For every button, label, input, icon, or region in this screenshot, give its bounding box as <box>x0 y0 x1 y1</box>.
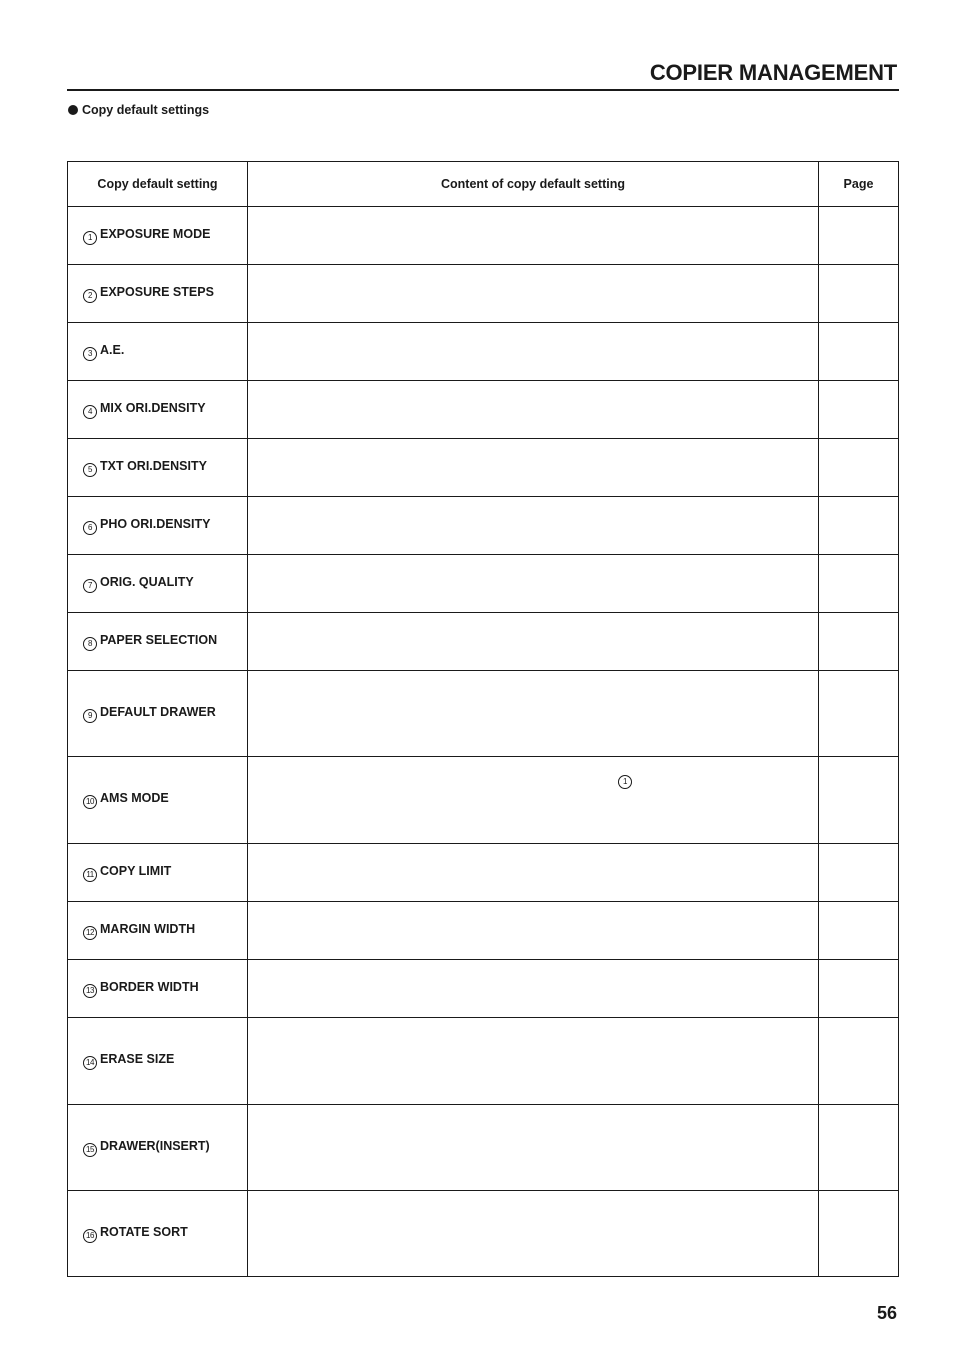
page-cell <box>819 1105 899 1191</box>
header-rule <box>67 89 899 91</box>
page-cell <box>819 207 899 265</box>
setting-name-cell <box>68 613 248 671</box>
setting-content-cell <box>248 381 819 439</box>
setting-name-cell <box>68 1191 248 1277</box>
setting-content-cell <box>248 439 819 497</box>
page-cell <box>819 323 899 381</box>
table-row <box>68 671 899 757</box>
circled-number-icon: 1 <box>83 231 97 245</box>
setting-name-cell <box>68 1105 248 1191</box>
table-row <box>68 207 899 265</box>
setting-name-cell <box>68 265 248 323</box>
bullet-icon <box>68 105 78 115</box>
setting-content-cell <box>248 207 819 265</box>
setting-name-cell <box>68 207 248 265</box>
setting-content-cell <box>248 1105 819 1191</box>
circled-number-icon: 2 <box>83 289 97 303</box>
circled-number-icon: 11 <box>83 868 97 882</box>
page-number: 56 <box>876 1303 897 1323</box>
setting-name-cell <box>68 439 248 497</box>
setting-name-cell <box>68 555 248 613</box>
circled-number-icon: 16 <box>83 1229 97 1243</box>
setting-name: AMS MODE <box>100 791 169 805</box>
setting-name-cell <box>68 960 248 1018</box>
setting-content-cell <box>248 265 819 323</box>
circled-number-icon: 9 <box>83 709 97 723</box>
setting-name: DRAWER(INSERT) <box>100 1138 210 1153</box>
column-header-content: Content of copy default setting <box>248 162 819 207</box>
setting-content-cell <box>248 1191 819 1277</box>
setting-name-cell <box>68 381 248 439</box>
section-heading-label: Copy default settings <box>82 103 210 117</box>
table-row <box>68 497 899 555</box>
page-cell <box>819 1191 899 1277</box>
setting-name: COPY LIMIT <box>100 863 172 878</box>
setting-name: MIX ORI.DENSITY <box>100 400 206 415</box>
setting-content-cell <box>248 497 819 555</box>
setting-content-cell <box>248 902 819 960</box>
page-cell <box>819 613 899 671</box>
table-row <box>68 323 899 381</box>
setting-name-cell <box>68 902 248 960</box>
setting-name: ROTATE SORT <box>100 1224 188 1239</box>
column-header-setting: Copy default setting <box>68 162 248 207</box>
table-row <box>68 757 899 844</box>
page-cell <box>819 265 899 323</box>
setting-name: EXPOSURE STEPS <box>100 284 214 299</box>
page-cell <box>819 439 899 497</box>
table-row <box>68 439 899 497</box>
section-heading <box>68 103 209 117</box>
setting-name: MARGIN WIDTH <box>100 921 196 936</box>
table-row <box>68 960 899 1018</box>
setting-name: ORIG. QUALITY <box>100 574 194 589</box>
setting-content-cell <box>248 1018 819 1105</box>
table-row <box>68 1018 899 1105</box>
table-row <box>68 265 899 323</box>
setting-content-cell <box>248 555 819 613</box>
page-cell <box>819 555 899 613</box>
settings-table <box>67 161 899 1277</box>
setting-name: BORDER WIDTH <box>100 979 199 994</box>
circled-number-icon: 14 <box>83 1056 97 1070</box>
column-header-page: Page <box>819 162 899 207</box>
setting-name-cell <box>68 1018 248 1105</box>
table-row <box>68 844 899 902</box>
setting-name: EXPOSURE MODE <box>100 226 211 241</box>
setting-name-cell <box>68 844 248 902</box>
circled-number-icon: 5 <box>83 463 97 477</box>
circled-number-icon: 13 <box>83 984 97 998</box>
table-row <box>68 1191 899 1277</box>
circled-number-icon: 1 <box>618 775 632 789</box>
page-cell <box>819 902 899 960</box>
table-row <box>68 902 899 960</box>
setting-name: ERASE SIZE <box>100 1052 175 1066</box>
circled-number-icon: 15 <box>83 1143 97 1157</box>
setting-content-cell <box>248 323 819 381</box>
table-row <box>68 555 899 613</box>
table-row <box>68 1105 899 1191</box>
table-header-row <box>68 162 899 207</box>
setting-name-cell <box>68 757 248 844</box>
page-cell <box>819 671 899 757</box>
page-cell <box>819 757 899 844</box>
page-title: COPIER MANAGEMENT <box>649 60 897 85</box>
setting-content-cell <box>248 960 819 1018</box>
setting-name: A.E. <box>100 342 125 357</box>
circled-number-icon: 3 <box>83 347 97 361</box>
table-row <box>68 613 899 671</box>
page-cell <box>819 497 899 555</box>
table-row <box>68 381 899 439</box>
circled-number-icon: 7 <box>83 579 97 593</box>
circled-number-icon: 12 <box>83 926 97 940</box>
page-cell <box>819 960 899 1018</box>
circled-number-icon: 8 <box>83 637 97 651</box>
setting-name-cell <box>68 323 248 381</box>
page-cell <box>819 844 899 902</box>
setting-name: TXT ORI.DENSITY <box>100 458 207 473</box>
setting-content-cell <box>248 613 819 671</box>
circled-number-icon: 10 <box>83 795 97 809</box>
setting-content-cell <box>248 757 819 844</box>
setting-name-cell <box>68 497 248 555</box>
page-cell <box>819 381 899 439</box>
setting-name: DEFAULT DRAWER <box>100 704 216 719</box>
circled-number-icon: 6 <box>83 521 97 535</box>
setting-name-cell <box>68 671 248 757</box>
circled-number-icon: 4 <box>83 405 97 419</box>
page-cell <box>819 1018 899 1105</box>
setting-name: PAPER SELECTION <box>100 632 218 647</box>
setting-content-cell <box>248 844 819 902</box>
setting-name: PHO ORI.DENSITY <box>100 516 211 531</box>
setting-content-cell <box>248 671 819 757</box>
